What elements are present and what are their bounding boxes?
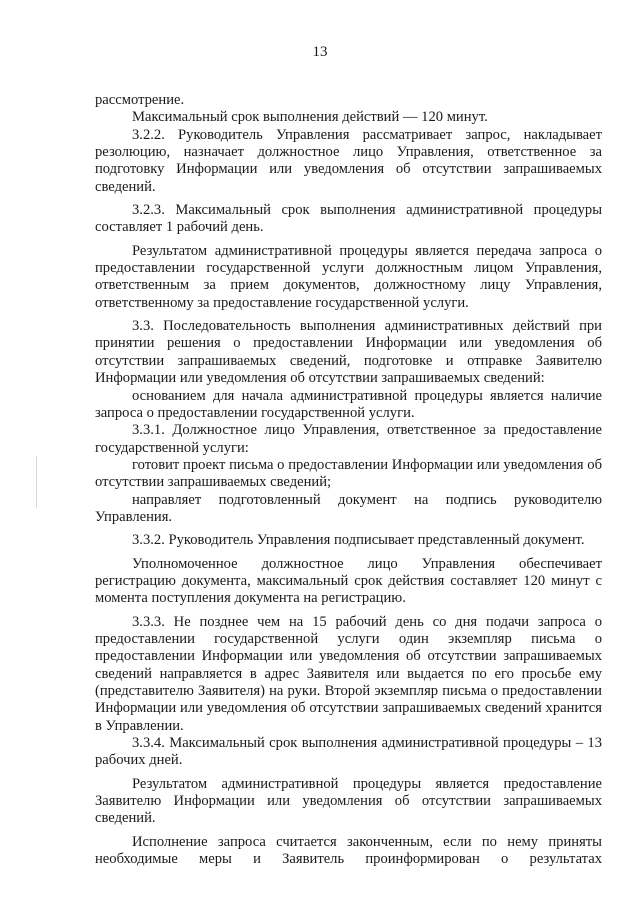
paragraph-2: Максимальный срок выполнения действий — 120 минут. [132, 109, 488, 126]
paragraph-1: рассмотрение. [95, 92, 185, 108]
paragraph-3: 3.2.2. Руководитель Управления рассматривает запрос, накладывает резолюцию, назначает должностное лицо Управления, ответственное за подготовку Информации или уведомления об отсутствии запрашиваемых сведений. [95, 126, 602, 195]
paragraph-13: 3.3.3. Не позднее чем на 15 рабочий день со дня подачи запроса о предоставлении государственной услуги один экземпляр письма о предоставлении Информации или уведомления об отсутствии запрашиваемых сведений направляется в адрес Заявителя или выдается по его просьбе ему (представителю Заявителя) на руки. Второй экземпляр письма о предоставлении Информации или уведомления об отсутствии запрашиваемых сведений хранится в Управлении. [95, 613, 602, 734]
margin-mark [36, 456, 37, 508]
paragraph-8: 3.3.1. Должностное лицо Управления, ответственное за предоставление государственной услуги: [95, 422, 602, 456]
paragraph-4: 3.2.3. Максимальный срок выполнения административной процедуры составляет 1 рабочий день. [95, 202, 602, 236]
paragraph-5: Результатом административной процедуры является передача запроса о предоставлении государственной услуги должностным лицом Управления, ответственным за прием документов, должностному лицу Управления, ответственному за предоставление государственной услуги. [95, 242, 602, 311]
page-number: 13 [312, 44, 328, 60]
paragraph-7: основанием для начала административной процедуры является наличие запроса о предоставлении государственной услуги. [95, 387, 602, 421]
paragraph-6: 3.3. Последовательность выполнения административных действий при принятии решения о предоставлении Информации или уведомления об отсутствии запрашиваемых сведений, подготовке и отправке Заявителю Информации или уведомления об отсутствии запрашиваемых сведений: [95, 318, 602, 387]
paragraph-10: направляет подготовленный документ на подпись руководителю Управления. [95, 491, 602, 525]
paragraph-11: 3.3.2. Руководитель Управления подписывает представленный документ. [132, 532, 585, 549]
paragraph-15: Результатом административной процедуры является предоставление Заявителю Информации или уведомления об отсутствии запрашиваемых сведений. [95, 775, 602, 827]
document-body [95, 92, 602, 868]
paragraph-9: готовит проект письма о предоставлении Информации или уведомления об отсутствии запрашиваемых сведений; [95, 456, 602, 491]
paragraph-16: Исполнение запроса считается законченным, если по нему приняты необходимые меры и Заявитель проинформирован о результатах [95, 833, 602, 868]
paragraph-12: Уполномоченное должностное лицо Управления обеспечивает регистрацию документа, максимальный срок действия составляет 120 минут с момента поступления документа на регистрацию. [95, 555, 602, 607]
paragraph-14: 3.3.4. Максимальный срок выполнения административной процедуры – 13 рабочих дней. [95, 735, 602, 769]
